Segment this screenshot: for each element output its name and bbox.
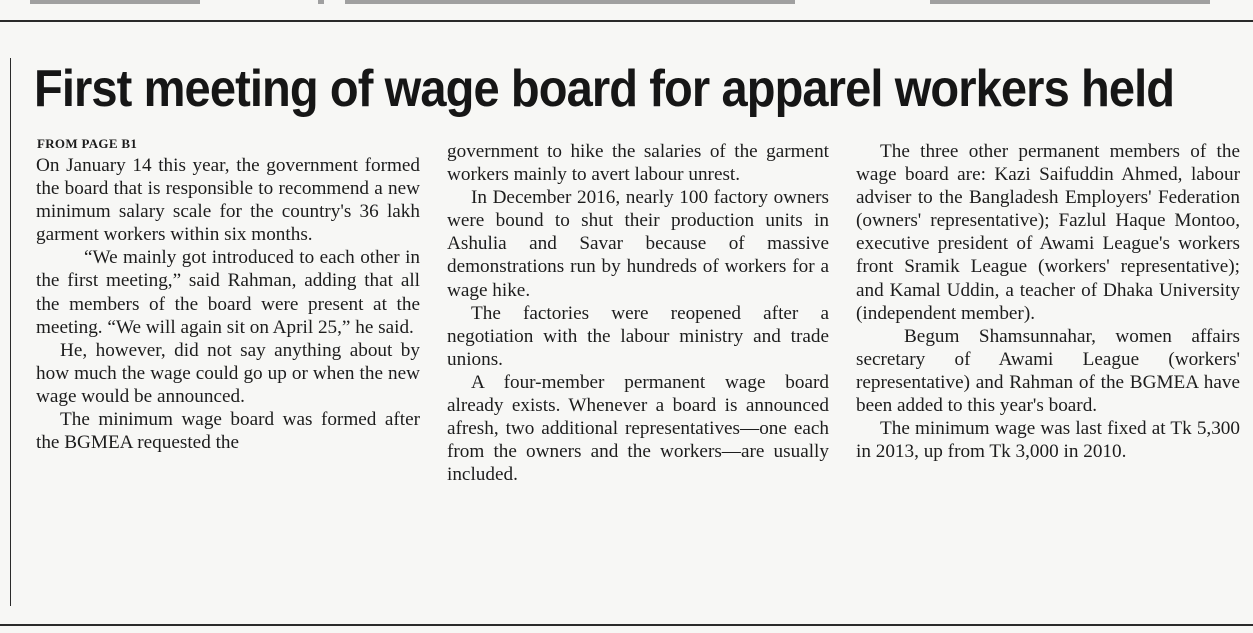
left-column-rule [10,58,11,606]
paragraph: The minimum wage was last fixed at Tk 5,300 in 2013, up from Tk 3,000 in 2010. [856,418,1240,463]
paragraph: The factories were reopened after a negotiation with the labour ministry and trade unions. [447,302,829,370]
paragraph: Begum Shamsunnahar, women affairs secretary of Awami League (workers' representative) and Rahman of the BGMEA have been added to this year's board. [856,325,1240,417]
continuation-kicker: FROM PAGE B1 [37,136,138,151]
paragraph: The minimum wage board was formed after the BGMEA requested the [36,409,420,454]
article-headline: First meeting of wage board for apparel workers held [34,60,1175,118]
article-column-2 [447,140,829,486]
paragraph: government to hike the salaries of the garment workers mainly to avert labour unrest. [447,141,829,186]
bottom-divider [0,624,1253,626]
article-column-3 [856,140,1240,463]
paragraph: On January 14 this year, the government formed the board that is responsible to recommend a new minimum salary scale for the country's 36 lakh garment workers within six months. [36,155,420,246]
paragraph: In December 2016, nearly 100 factory owners were bound to shut their production units in Ashulia and Savar because of massive demonstrations run by hundreds of workers for a wage hike. [447,187,829,301]
paragraph: A four-member permanent wage board already exists. Whenever a board is announced afresh, two additional representatives—one each from the owners and the workers—are usually included. [447,371,829,486]
previous-article-fragment [0,0,1253,14]
paragraph: The three other permanent members of the wage board are: Kazi Saifuddin Ahmed, labour adviser to the Bangladesh Employers' Federation (owners' representative); Fazlul Haque Montoo, executive president of Awami League's workers front Sramik League (workers' representative); and Kamal Uddin, a teacher of Dhaka University (independent member). [856,141,1240,324]
paragraph: He, however, did not say anything about by how much the wage could go up or when the new wage would be announced. [36,339,420,407]
article-column-1 [36,154,420,454]
paragraph: “We mainly got introduced to each other in the first meeting,” said Rahman, adding that all the members of the board were present at the meeting. “We will again sit on April 25,” he said. [36,247,420,338]
top-divider [0,20,1253,22]
